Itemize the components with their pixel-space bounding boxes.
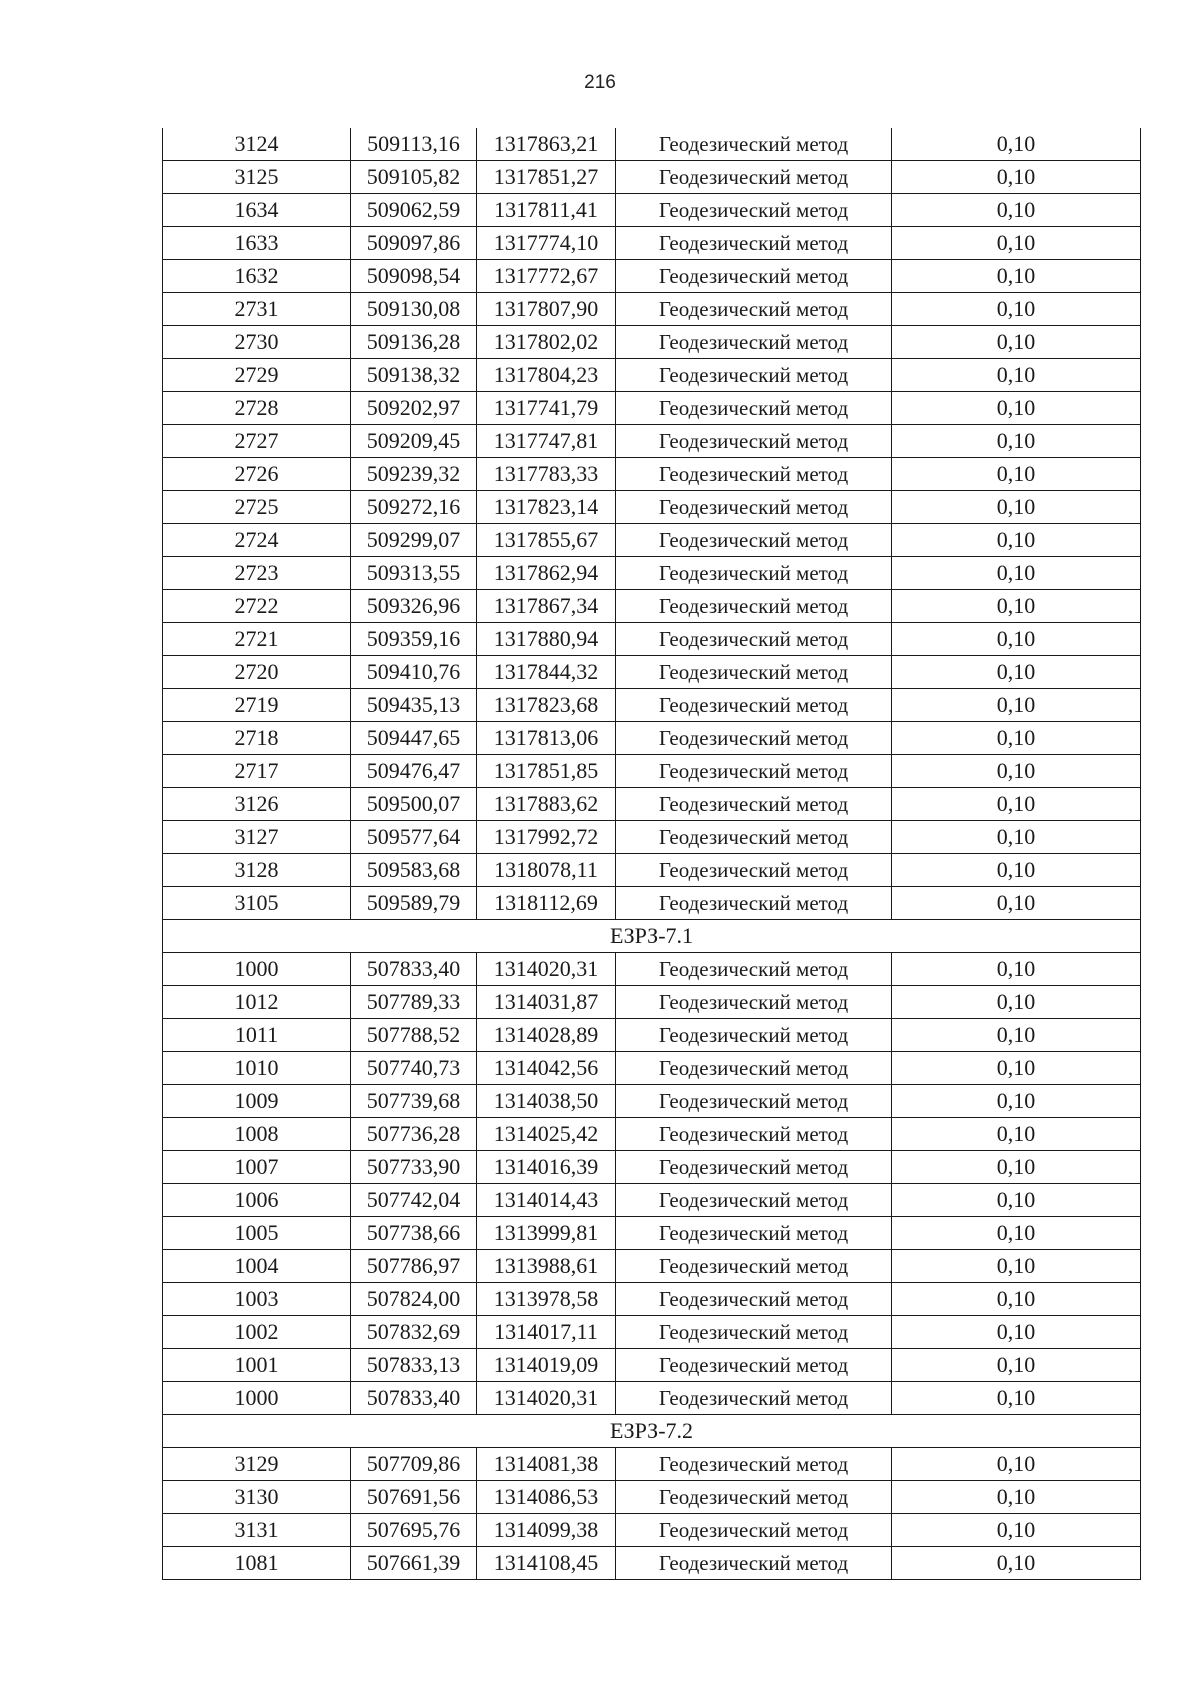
method-cell: Геодезический метод (616, 887, 892, 920)
y-coordinate-cell: 1314014,43 (477, 1184, 616, 1217)
y-coordinate-cell: 1317851,27 (477, 161, 616, 194)
point-number-cell: 3105 (163, 887, 351, 920)
accuracy-cell: 0,10 (892, 887, 1141, 920)
y-coordinate-cell: 1314028,89 (477, 1019, 616, 1052)
method-cell: Геодезический метод (616, 788, 892, 821)
table-row (163, 590, 1141, 623)
table-row (163, 887, 1141, 920)
table-row (163, 821, 1141, 854)
method-cell: Геодезический метод (616, 1448, 892, 1481)
table-row (163, 1349, 1141, 1382)
table-row (163, 1052, 1141, 1085)
point-number-cell: 2721 (163, 623, 351, 656)
accuracy-cell: 0,10 (892, 161, 1141, 194)
y-coordinate-cell: 1317802,02 (477, 326, 616, 359)
x-coordinate-cell: 507833,13 (351, 1349, 477, 1382)
method-cell: Геодезический метод (616, 128, 892, 161)
method-cell: Геодезический метод (616, 755, 892, 788)
table-row (163, 161, 1141, 194)
y-coordinate-cell: 1317741,79 (477, 392, 616, 425)
point-number-cell: 2725 (163, 491, 351, 524)
point-number-cell: 1633 (163, 227, 351, 260)
x-coordinate-cell: 509326,96 (351, 590, 477, 623)
x-coordinate-cell: 507739,68 (351, 1085, 477, 1118)
x-coordinate-cell: 509130,08 (351, 293, 477, 326)
method-cell: Геодезический метод (616, 656, 892, 689)
section-title: ЕЗРЗ-7.2 (163, 1415, 1141, 1448)
accuracy-cell: 0,10 (892, 1448, 1141, 1481)
x-coordinate-cell: 507789,33 (351, 986, 477, 1019)
accuracy-cell: 0,10 (892, 1283, 1141, 1316)
accuracy-cell: 0,10 (892, 1019, 1141, 1052)
x-coordinate-cell: 509239,32 (351, 458, 477, 491)
method-cell: Геодезический метод (616, 1250, 892, 1283)
table-row (163, 689, 1141, 722)
table-row (163, 293, 1141, 326)
accuracy-cell: 0,10 (892, 1481, 1141, 1514)
method-cell: Геодезический метод (616, 1349, 892, 1382)
table-row (163, 491, 1141, 524)
point-number-cell: 3131 (163, 1514, 351, 1547)
x-coordinate-cell: 509500,07 (351, 788, 477, 821)
point-number-cell: 2728 (163, 392, 351, 425)
x-coordinate-cell: 507691,56 (351, 1481, 477, 1514)
table-row (163, 1514, 1141, 1547)
x-coordinate-cell: 509113,16 (351, 128, 477, 161)
point-number-cell: 2729 (163, 359, 351, 392)
accuracy-cell: 0,10 (892, 1052, 1141, 1085)
y-coordinate-cell: 1317823,68 (477, 689, 616, 722)
method-cell: Геодезический метод (616, 1118, 892, 1151)
table-row (163, 1019, 1141, 1052)
accuracy-cell: 0,10 (892, 788, 1141, 821)
accuracy-cell: 0,10 (892, 1514, 1141, 1547)
point-number-cell: 3127 (163, 821, 351, 854)
table-row (163, 1184, 1141, 1217)
point-number-cell: 1012 (163, 986, 351, 1019)
table-row (163, 359, 1141, 392)
x-coordinate-cell: 507740,73 (351, 1052, 477, 1085)
x-coordinate-cell: 507709,86 (351, 1448, 477, 1481)
method-cell: Геодезический метод (616, 359, 892, 392)
x-coordinate-cell: 507832,69 (351, 1316, 477, 1349)
x-coordinate-cell: 507788,52 (351, 1019, 477, 1052)
section-header-row (163, 920, 1141, 953)
y-coordinate-cell: 1317855,67 (477, 524, 616, 557)
table-row (163, 854, 1141, 887)
point-number-cell: 1010 (163, 1052, 351, 1085)
x-coordinate-cell: 509136,28 (351, 326, 477, 359)
accuracy-cell: 0,10 (892, 1382, 1141, 1415)
y-coordinate-cell: 1317772,67 (477, 260, 616, 293)
coordinates-table-body (163, 128, 1141, 1580)
accuracy-cell: 0,10 (892, 854, 1141, 887)
x-coordinate-cell: 507738,66 (351, 1217, 477, 1250)
point-number-cell: 3130 (163, 1481, 351, 1514)
y-coordinate-cell: 1313988,61 (477, 1250, 616, 1283)
accuracy-cell: 0,10 (892, 953, 1141, 986)
y-coordinate-cell: 1314017,11 (477, 1316, 616, 1349)
point-number-cell: 1007 (163, 1151, 351, 1184)
accuracy-cell: 0,10 (892, 1349, 1141, 1382)
method-cell: Геодезический метод (616, 1151, 892, 1184)
table-row (163, 557, 1141, 590)
y-coordinate-cell: 1317747,81 (477, 425, 616, 458)
x-coordinate-cell: 507824,00 (351, 1283, 477, 1316)
accuracy-cell: 0,10 (892, 1085, 1141, 1118)
y-coordinate-cell: 1314108,45 (477, 1547, 616, 1580)
point-number-cell: 1081 (163, 1547, 351, 1580)
x-coordinate-cell: 509138,32 (351, 359, 477, 392)
point-number-cell: 2717 (163, 755, 351, 788)
x-coordinate-cell: 509435,13 (351, 689, 477, 722)
point-number-cell: 1009 (163, 1085, 351, 1118)
method-cell: Геодезический метод (616, 326, 892, 359)
x-coordinate-cell: 509583,68 (351, 854, 477, 887)
point-number-cell: 1002 (163, 1316, 351, 1349)
x-coordinate-cell: 507736,28 (351, 1118, 477, 1151)
table-row (163, 722, 1141, 755)
y-coordinate-cell: 1314081,38 (477, 1448, 616, 1481)
point-number-cell: 1000 (163, 953, 351, 986)
point-number-cell: 3125 (163, 161, 351, 194)
x-coordinate-cell: 509299,07 (351, 524, 477, 557)
table-row (163, 425, 1141, 458)
y-coordinate-cell: 1317774,10 (477, 227, 616, 260)
accuracy-cell: 0,10 (892, 656, 1141, 689)
method-cell: Геодезический метод (616, 557, 892, 590)
method-cell: Геодезический метод (616, 1283, 892, 1316)
x-coordinate-cell: 507733,90 (351, 1151, 477, 1184)
accuracy-cell: 0,10 (892, 458, 1141, 491)
accuracy-cell: 0,10 (892, 1118, 1141, 1151)
y-coordinate-cell: 1317851,85 (477, 755, 616, 788)
y-coordinate-cell: 1314025,42 (477, 1118, 616, 1151)
y-coordinate-cell: 1317811,41 (477, 194, 616, 227)
x-coordinate-cell: 507661,39 (351, 1547, 477, 1580)
accuracy-cell: 0,10 (892, 128, 1141, 161)
x-coordinate-cell: 509410,76 (351, 656, 477, 689)
y-coordinate-cell: 1314016,39 (477, 1151, 616, 1184)
y-coordinate-cell: 1314031,87 (477, 986, 616, 1019)
x-coordinate-cell: 509202,97 (351, 392, 477, 425)
method-cell: Геодезический метод (616, 458, 892, 491)
table-row (163, 755, 1141, 788)
x-coordinate-cell: 507786,97 (351, 1250, 477, 1283)
point-number-cell: 2731 (163, 293, 351, 326)
x-coordinate-cell: 509062,59 (351, 194, 477, 227)
point-number-cell: 3126 (163, 788, 351, 821)
x-coordinate-cell: 509476,47 (351, 755, 477, 788)
point-number-cell: 2723 (163, 557, 351, 590)
y-coordinate-cell: 1314042,56 (477, 1052, 616, 1085)
table-row (163, 227, 1141, 260)
x-coordinate-cell: 509313,55 (351, 557, 477, 590)
method-cell: Геодезический метод (616, 1217, 892, 1250)
x-coordinate-cell: 509098,54 (351, 260, 477, 293)
table-row (163, 260, 1141, 293)
point-number-cell: 3124 (163, 128, 351, 161)
method-cell: Геодезический метод (616, 161, 892, 194)
x-coordinate-cell: 509097,86 (351, 227, 477, 260)
method-cell: Геодезический метод (616, 491, 892, 524)
table-row (163, 1283, 1141, 1316)
table-row (163, 1217, 1141, 1250)
x-coordinate-cell: 509209,45 (351, 425, 477, 458)
y-coordinate-cell: 1317783,33 (477, 458, 616, 491)
y-coordinate-cell: 1317807,90 (477, 293, 616, 326)
point-number-cell: 1003 (163, 1283, 351, 1316)
section-title: ЕЗРЗ-7.1 (163, 920, 1141, 953)
y-coordinate-cell: 1317867,34 (477, 590, 616, 623)
y-coordinate-cell: 1317880,94 (477, 623, 616, 656)
accuracy-cell: 0,10 (892, 590, 1141, 623)
y-coordinate-cell: 1317992,72 (477, 821, 616, 854)
table-row (163, 1448, 1141, 1481)
point-number-cell: 3129 (163, 1448, 351, 1481)
point-number-cell: 1005 (163, 1217, 351, 1250)
method-cell: Геодезический метод (616, 1085, 892, 1118)
y-coordinate-cell: 1317844,32 (477, 656, 616, 689)
y-coordinate-cell: 1314020,31 (477, 1382, 616, 1415)
point-number-cell: 2722 (163, 590, 351, 623)
point-number-cell: 1634 (163, 194, 351, 227)
accuracy-cell: 0,10 (892, 1250, 1141, 1283)
y-coordinate-cell: 1317862,94 (477, 557, 616, 590)
table-row (163, 1085, 1141, 1118)
table-row (163, 1316, 1141, 1349)
point-number-cell: 1004 (163, 1250, 351, 1283)
point-number-cell: 2720 (163, 656, 351, 689)
point-number-cell: 3128 (163, 854, 351, 887)
method-cell: Геодезический метод (616, 1184, 892, 1217)
method-cell: Геодезический метод (616, 821, 892, 854)
point-number-cell: 2724 (163, 524, 351, 557)
accuracy-cell: 0,10 (892, 293, 1141, 326)
y-coordinate-cell: 1318078,11 (477, 854, 616, 887)
table-row (163, 1118, 1141, 1151)
accuracy-cell: 0,10 (892, 689, 1141, 722)
accuracy-cell: 0,10 (892, 227, 1141, 260)
method-cell: Геодезический метод (616, 524, 892, 557)
table-row (163, 326, 1141, 359)
accuracy-cell: 0,10 (892, 821, 1141, 854)
method-cell: Геодезический метод (616, 425, 892, 458)
table-row (163, 1151, 1141, 1184)
method-cell: Геодезический метод (616, 1481, 892, 1514)
table-row (163, 194, 1141, 227)
method-cell: Геодезический метод (616, 953, 892, 986)
accuracy-cell: 0,10 (892, 986, 1141, 1019)
x-coordinate-cell: 507833,40 (351, 953, 477, 986)
point-number-cell: 2719 (163, 689, 351, 722)
table-row (163, 1382, 1141, 1415)
accuracy-cell: 0,10 (892, 1151, 1141, 1184)
point-number-cell: 1008 (163, 1118, 351, 1151)
table-row (163, 458, 1141, 491)
x-coordinate-cell: 509105,82 (351, 161, 477, 194)
point-number-cell: 1632 (163, 260, 351, 293)
point-number-cell: 2726 (163, 458, 351, 491)
y-coordinate-cell: 1314038,50 (477, 1085, 616, 1118)
method-cell: Геодезический метод (616, 227, 892, 260)
table-row (163, 1547, 1141, 1580)
x-coordinate-cell: 507742,04 (351, 1184, 477, 1217)
accuracy-cell: 0,10 (892, 557, 1141, 590)
accuracy-cell: 0,10 (892, 722, 1141, 755)
accuracy-cell: 0,10 (892, 425, 1141, 458)
method-cell: Геодезический метод (616, 986, 892, 1019)
accuracy-cell: 0,10 (892, 359, 1141, 392)
y-coordinate-cell: 1314019,09 (477, 1349, 616, 1382)
y-coordinate-cell: 1317823,14 (477, 491, 616, 524)
x-coordinate-cell: 509359,16 (351, 623, 477, 656)
accuracy-cell: 0,10 (892, 1184, 1141, 1217)
method-cell: Геодезический метод (616, 293, 892, 326)
x-coordinate-cell: 507695,76 (351, 1514, 477, 1547)
y-coordinate-cell: 1317883,62 (477, 788, 616, 821)
point-number-cell: 1011 (163, 1019, 351, 1052)
accuracy-cell: 0,10 (892, 623, 1141, 656)
table-row (163, 953, 1141, 986)
method-cell: Геодезический метод (616, 590, 892, 623)
coordinates-table (162, 128, 1141, 1580)
method-cell: Геодезический метод (616, 194, 892, 227)
accuracy-cell: 0,10 (892, 491, 1141, 524)
accuracy-cell: 0,10 (892, 260, 1141, 293)
y-coordinate-cell: 1314099,38 (477, 1514, 616, 1547)
table-row (163, 986, 1141, 1019)
method-cell: Геодезический метод (616, 392, 892, 425)
point-number-cell: 1000 (163, 1382, 351, 1415)
method-cell: Геодезический метод (616, 1382, 892, 1415)
point-number-cell: 2718 (163, 722, 351, 755)
table-row (163, 524, 1141, 557)
table-row (163, 623, 1141, 656)
accuracy-cell: 0,10 (892, 755, 1141, 788)
table-row (163, 1481, 1141, 1514)
accuracy-cell: 0,10 (892, 326, 1141, 359)
x-coordinate-cell: 509447,65 (351, 722, 477, 755)
y-coordinate-cell: 1318112,69 (477, 887, 616, 920)
accuracy-cell: 0,10 (892, 1217, 1141, 1250)
method-cell: Геодезический метод (616, 854, 892, 887)
y-coordinate-cell: 1314020,31 (477, 953, 616, 986)
table-row (163, 392, 1141, 425)
method-cell: Геодезический метод (616, 1547, 892, 1580)
method-cell: Геодезический метод (616, 1514, 892, 1547)
accuracy-cell: 0,10 (892, 194, 1141, 227)
method-cell: Геодезический метод (616, 1019, 892, 1052)
accuracy-cell: 0,10 (892, 392, 1141, 425)
y-coordinate-cell: 1314086,53 (477, 1481, 616, 1514)
table-row (163, 788, 1141, 821)
point-number-cell: 1001 (163, 1349, 351, 1382)
accuracy-cell: 0,10 (892, 1547, 1141, 1580)
x-coordinate-cell: 509589,79 (351, 887, 477, 920)
point-number-cell: 2730 (163, 326, 351, 359)
method-cell: Геодезический метод (616, 1052, 892, 1085)
table-row (163, 656, 1141, 689)
y-coordinate-cell: 1317813,06 (477, 722, 616, 755)
y-coordinate-cell: 1313999,81 (477, 1217, 616, 1250)
method-cell: Геодезический метод (616, 623, 892, 656)
x-coordinate-cell: 507833,40 (351, 1382, 477, 1415)
point-number-cell: 2727 (163, 425, 351, 458)
method-cell: Геодезический метод (616, 260, 892, 293)
table-row (163, 1250, 1141, 1283)
x-coordinate-cell: 509272,16 (351, 491, 477, 524)
y-coordinate-cell: 1317804,23 (477, 359, 616, 392)
method-cell: Геодезический метод (616, 722, 892, 755)
method-cell: Геодезический метод (616, 689, 892, 722)
method-cell: Геодезический метод (616, 1316, 892, 1349)
y-coordinate-cell: 1317863,21 (477, 128, 616, 161)
accuracy-cell: 0,10 (892, 1316, 1141, 1349)
accuracy-cell: 0,10 (892, 524, 1141, 557)
y-coordinate-cell: 1313978,58 (477, 1283, 616, 1316)
page-number: 216 (584, 72, 616, 93)
x-coordinate-cell: 509577,64 (351, 821, 477, 854)
point-number-cell: 1006 (163, 1184, 351, 1217)
table-row (163, 128, 1141, 161)
section-header-row (163, 1415, 1141, 1448)
